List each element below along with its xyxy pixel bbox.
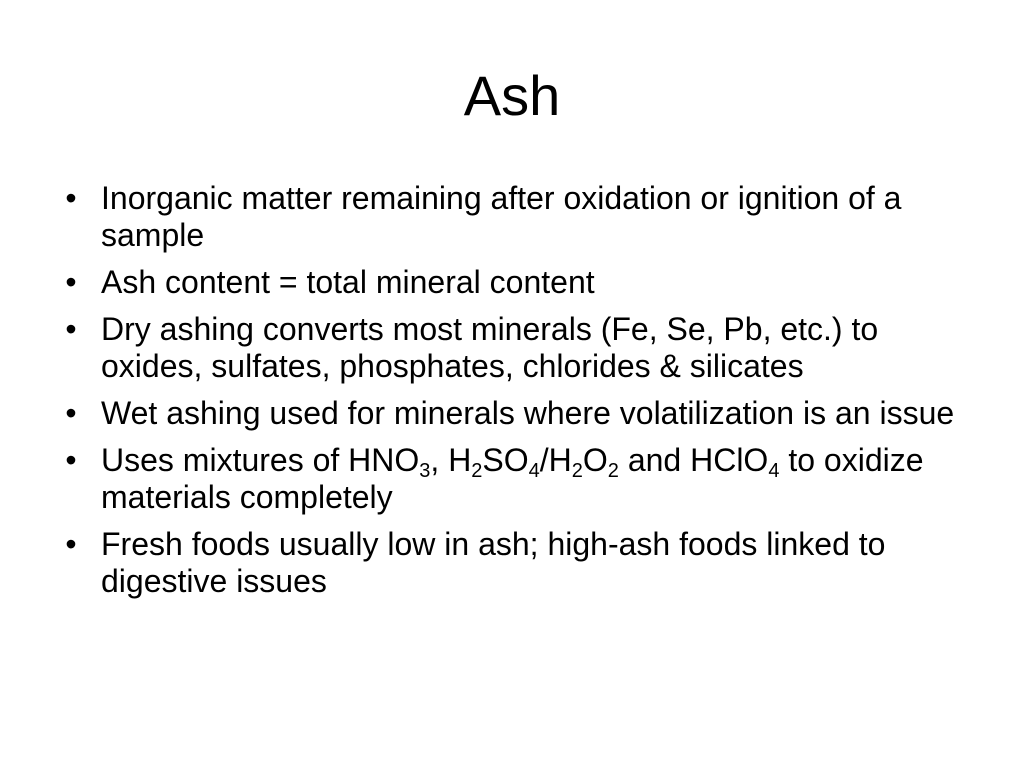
text-run: and HClO <box>618 442 769 478</box>
text-run: SO <box>482 442 529 478</box>
bullet-list <box>56 180 986 610</box>
subscript: 2 <box>571 460 583 482</box>
subscript: 2 <box>607 460 619 482</box>
subscript: 2 <box>471 460 483 482</box>
subscript: 4 <box>768 460 780 482</box>
bullet-text-chemistry <box>101 442 924 515</box>
text-run: to oxidize materials completely <box>101 442 924 515</box>
bullet-item <box>56 311 986 385</box>
bullet-item <box>56 180 986 254</box>
bullet-text: Ash content = total mineral content <box>101 264 595 300</box>
bullet-item <box>56 526 986 600</box>
slide-title: Ash <box>463 64 561 127</box>
text-run: , H <box>430 442 472 478</box>
text-run: /H <box>539 442 572 478</box>
bullet-marker: • <box>65 264 77 300</box>
bullet-marker: • <box>65 526 77 562</box>
bullet-marker: • <box>65 395 77 431</box>
text-run: O <box>582 442 608 478</box>
bullet-text: Fresh foods usually low in ash; high-ash foods linked to digestive issues <box>101 526 886 599</box>
bullet-marker: • <box>65 442 77 478</box>
bullet-item <box>56 442 986 516</box>
bullet-marker: • <box>65 311 77 347</box>
bullet-text: Inorganic matter remaining after oxidation or ignition of a sample <box>101 180 902 253</box>
text-run: Uses mixtures of HNO <box>101 442 420 478</box>
subscript: 3 <box>419 460 431 482</box>
subscript: 4 <box>528 460 540 482</box>
bullet-item <box>56 264 986 301</box>
bullet-item <box>56 395 986 432</box>
bullet-marker: • <box>65 180 77 216</box>
bullet-text: Dry ashing converts most minerals (Fe, Se, Pb, etc.) to oxides, sulfates, phosphates, chlorides & silicates <box>101 311 879 384</box>
bullet-text: Wet ashing used for minerals where volatilization is an issue <box>101 395 955 431</box>
